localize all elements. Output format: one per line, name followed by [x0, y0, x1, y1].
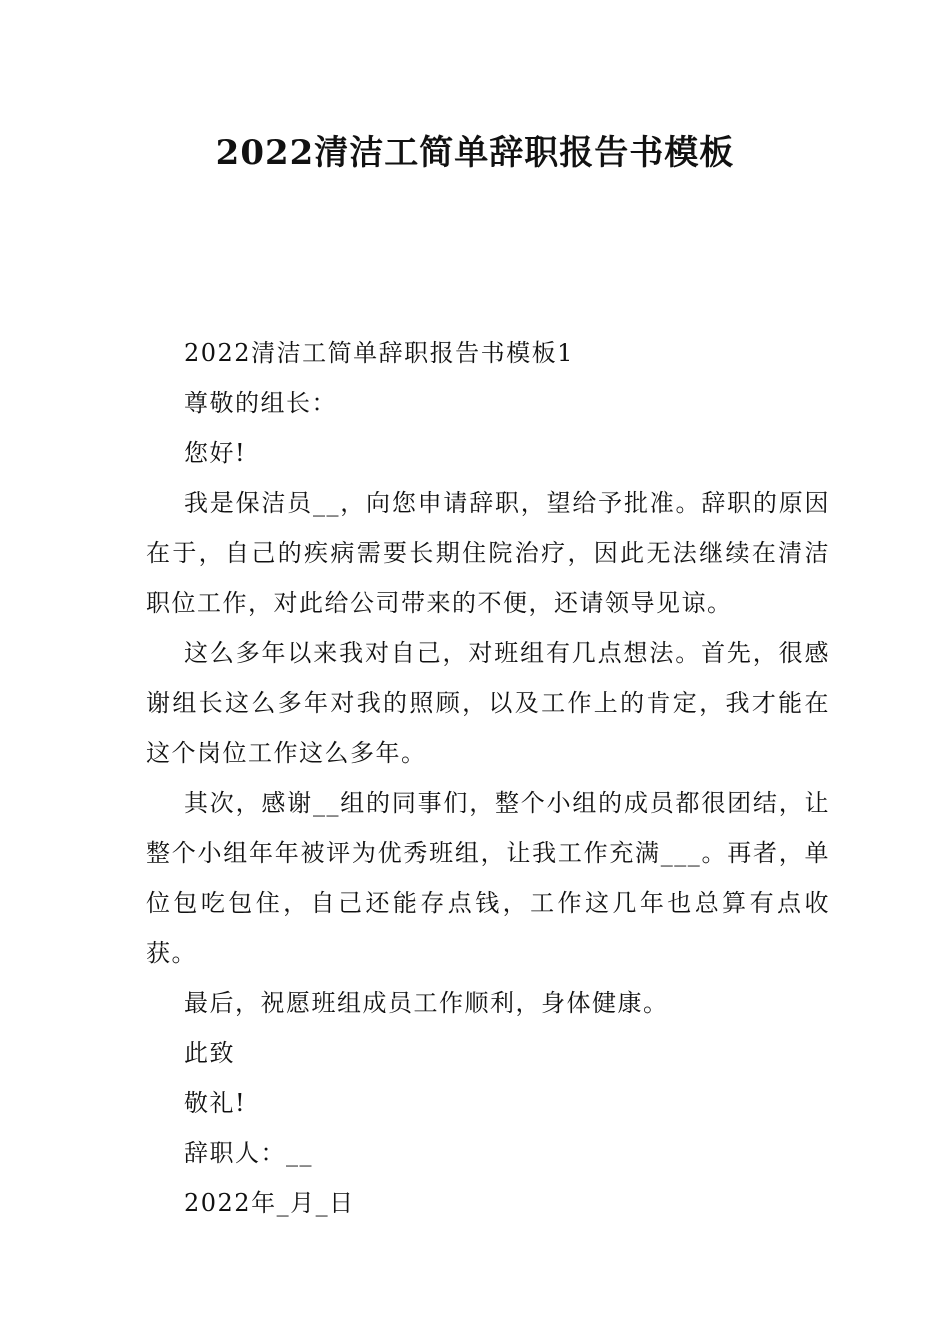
- salutation: 尊敬的组长：: [184, 389, 337, 417]
- section-heading: 2022清洁工简单辞职报告书模板1: [184, 339, 574, 367]
- paragraph-thanks-leader: 这么多年以来我对自己，对班组有几点想法。首先，很感谢组长这么多年对我的照顾，以及工作上的肯定，我才能在这个岗位工作这么多年。: [146, 639, 830, 767]
- signature-line: 辞职人：__: [184, 1139, 313, 1167]
- paragraph-reason: 我是保洁员__，向您申请辞职，望给予批准。辞职的原因在于，自己的疾病需要长期住院治疗，因此无法继续在清洁职位工作，对此给公司带来的不便，还请领导见谅。: [146, 489, 830, 617]
- paragraph-thanks-colleagues: 其次，感谢__组的同事们，整个小组的成员都很团结，让整个小组年年被评为优秀班组，让我工作充满___。再者，单位包吃包住，自己还能存点钱，工作这几年也总算有点收获。: [146, 789, 830, 967]
- closing-cizhi: 此致: [184, 1039, 235, 1067]
- closing-jingli: 敬礼!: [184, 1089, 247, 1117]
- greeting: 您好!: [184, 439, 247, 467]
- date-line: 2022年_月_日: [184, 1189, 355, 1217]
- document-body: [146, 328, 830, 1228]
- document-title: 2022清洁工简单辞职报告书模板: [215, 133, 735, 173]
- paragraph-wishes: 最后，祝愿班组成员工作顺利，身体健康。: [184, 989, 669, 1017]
